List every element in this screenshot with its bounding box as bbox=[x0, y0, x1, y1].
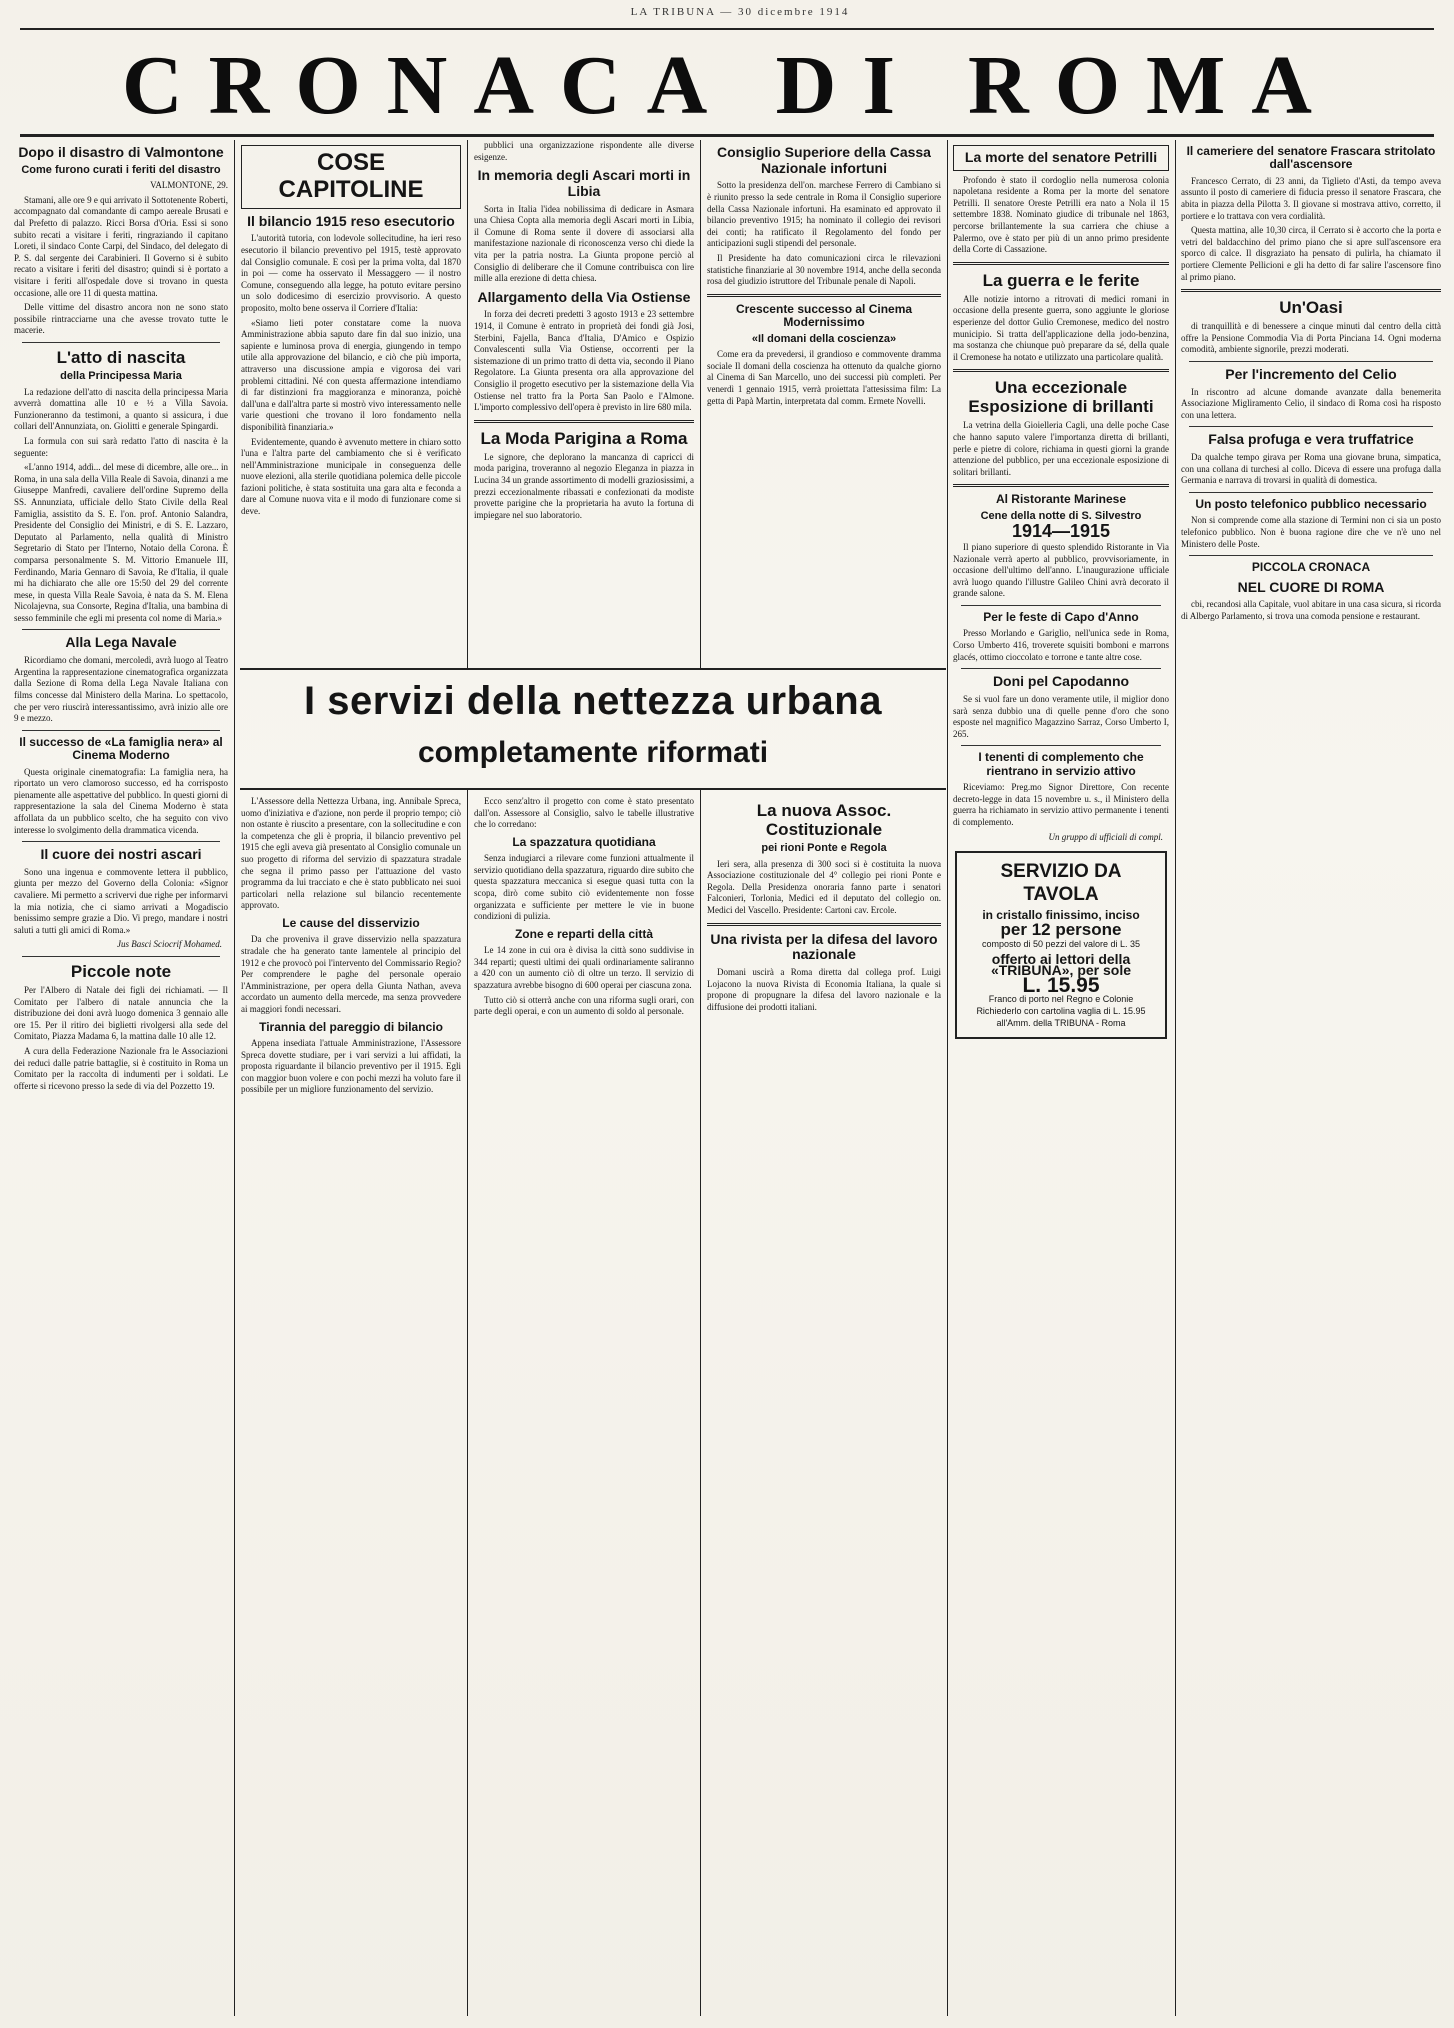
headline-morte-petrilli: La morte del senatore Petrilli bbox=[953, 145, 1169, 171]
wide-article-col-b bbox=[474, 796, 694, 2016]
banner-rule-top bbox=[240, 668, 946, 670]
ad-line: per 12 persone bbox=[1000, 920, 1122, 940]
article-paragraph: Le 14 zone in cui ora è divisa la città sono suddivise in 344 reparti; questi ultimi dei quali ordinariamente saliranno a 420 con un aumento ciò di oltre un terzo. Il servizio di spazzatura avrebbe bisogno di 600 operai per ciascuna zona. bbox=[474, 945, 694, 990]
ad-line: offerto ai lettori della «TRIBUNA», per sole bbox=[990, 950, 1132, 979]
separator bbox=[707, 923, 941, 926]
headline-falsa-profuga: Falsa profuga e vera truffatrice bbox=[1208, 431, 1414, 448]
article-paragraph: Se si vuol fare un dono veramente utile, il miglior dono sarà senza dubbio una di quelle penne d'oro che sono esposte nel magnifico Magazzino Sarraz, Corso Umberto I, 265. bbox=[953, 693, 1169, 739]
dateline: VALMONTONE, 29. bbox=[150, 180, 228, 191]
ad-line: Richiederlo con cartolina vaglia di L. 15.95 all'Amm. della TRIBUNA - Roma bbox=[976, 1005, 1146, 1028]
article-paragraph: Il Presidente ha dato comunicazioni circa le rilevazioni statistiche finanziarie al 30 novembre 1914, anche della seconda rosa del giudizio istruttore del Tribunale penale di Napoli. bbox=[707, 252, 941, 287]
article-paragraph: Presso Morlando e Gariglio, nell'unica sede in Roma, Corso Umberto 416, troverete squisiti bomboni e marrons glacés, ottimo cioccolato e torrone e tante altre cose. bbox=[953, 628, 1169, 662]
article-paragraph: La redazione dell'atto di nascita della principessa Maria avverrà domattina alle 10 e ½ a Villa Savoia. Funzioneranno da testimoni, a quanto si assicura, i due collari dell'Annunziata, on. Giolitti e generale Spingardi. bbox=[14, 386, 228, 432]
headline-oasi: Un'Oasi bbox=[1279, 298, 1343, 318]
column-rule-3 bbox=[700, 140, 701, 668]
article-paragraph: Delle vittime del disastro ancora non ne sono stato possibile rintracciarne una che avesse trovato tutte le macerie. bbox=[14, 302, 228, 336]
article-paragraph: Domani uscirà a Roma diretta dal collega prof. Luigi Lojacono la nuova Rivista di Economia Italiana, la quale si propone di propugnare la difesa del lavoro nazionale e la diffusione dei prodotti italiani. bbox=[707, 966, 941, 1012]
article-paragraph: Questa mattina, alle 10,30 circa, il Cerrato si è accorto che la porta e vetri del baldacchino del primo piano che si apre sull'ascensore era sporco di calce. Il disgraziato ha pensato di pulirla, ha chiamato il portiere Clemente Pellicioni e gli ha detto di far salire l'ascensore fino al primo piano. bbox=[1181, 225, 1441, 282]
separator bbox=[22, 956, 220, 957]
top-rule bbox=[20, 28, 1434, 30]
column-rule-4 bbox=[947, 140, 948, 2016]
article-paragraph: «L'anno 1914, addì... del mese di dicembre, alle ore... in Roma, in una sala della Villa Reale di Savoia, dinanzi a me Giuseppe Manfredi, cavaliere dell'ordine Supremo della SS. Annunziata, ufficiale dello Stato Civile della Real Famiglia, assistito da S. E. l'on. prof. Antonio Salandra, Presidente del Consiglio dei Ministri, e di S. E. Lazzaro, Deputato al Parlamento, nella qualità di Ministro Segretario di Stato per l'Interno, Notaio della Corona. È comparsa personalmente S. M. Vittorio Emanuele III, Ferdinando, Maria Gennaro di Savoia, Re d'Italia, il quale mi ha dichiarato che alle ore 15:50 del 29 del corrente mese, in questa Villa Reale Savoia, è nata da S. M. Elena Nicolajevna, sua Consorte, Regina d'Italia, una bambina di sesso femminile che egli mi presenta col nome di Maria.» bbox=[14, 462, 228, 623]
column-6 bbox=[1181, 140, 1441, 2016]
main-headline-banner bbox=[240, 672, 946, 790]
article-paragraph: Sorta in Italia l'idea nobilissima di dedicare in Asmara una Chiesa Copta alla memoria degli Ascari morti in Libia, il Comune di Roma sente il dovere di associarsi alla manifestazione nazionale di riconoscenza verso chi diede la vita per la patria nostra. La Giunta propone perciò al Consiglio di deliberare che il Comune contribuisca con lire mille alla erezione di detta chiesa. bbox=[474, 203, 694, 284]
headline-piccole-note: Piccole note bbox=[70, 961, 172, 981]
headline-posto-telefonico: Un posto telefonico pubblico necessario bbox=[1195, 496, 1427, 511]
column-rule-wide bbox=[467, 790, 468, 2016]
article-paragraph: Profondo è stato il cordoglio nella numerosa colonia napoletana residente a Roma per la morte del senatore Petrilli. Il senatore Oreste Petrilli era nato a Nola il 15 settembre 1838. Nominato giudice di tribunale nel 1863, percorse brillantemente la sua carriera che chiuse a Palermo, ove è stato per più di un anno primo presidente della Corte di Cassazione. bbox=[953, 174, 1169, 255]
article-paragraph: Francesco Cerrato, di 23 anni, da Tiglieto d'Asti, da tempo aveva assunto il posto di cameriere di fiducia presso il senatore Frascara, che abita in piazza della Pilotta 3. Il giovane si mostrava attivo, corretto, il portiere e lo trattava con vera cordialità. bbox=[1181, 175, 1441, 221]
article-paragraph: pubblici una organizzazione rispondente alle diverse esigenze. bbox=[474, 140, 694, 162]
separator bbox=[22, 841, 220, 842]
column-rule-wide-2 bbox=[700, 790, 701, 2016]
article-paragraph: Riceviamo: Preg.mo Signor Direttore, Con recente decreto-legge in data 15 novembre u. s., il Ministero della guerra ha richiamato in servizio attivo permanente i tenenti di complemento. bbox=[953, 782, 1169, 827]
article-paragraph: Non si comprende come alla stazione di Termini non ci sia un posto telefonico pubblico. Non è buona ragione dire che ve n'è uno nel Ministero delle Poste. bbox=[1181, 515, 1441, 549]
headline-zone-reparti: Zone e reparti della città bbox=[514, 926, 654, 941]
wide-article-col-a bbox=[241, 796, 461, 2016]
headline-famiglia-nera: Il successo de «La famiglia nera» al Cinema Moderno bbox=[19, 734, 223, 763]
separator bbox=[474, 420, 694, 423]
separator bbox=[953, 484, 1169, 487]
headline-atto-nascita: L'atto di nascita bbox=[56, 347, 186, 367]
running-head: LA TRIBUNA — 30 dicembre 1914 bbox=[630, 6, 850, 18]
separator bbox=[22, 730, 220, 731]
column-4-top bbox=[707, 140, 941, 666]
article-paragraph: cbi, recandosi alla Capitale, vuol abitare in una casa sicura, si ricorda di Albergo Parlamento, si trova una comoda pensione e restaurant. bbox=[1181, 599, 1441, 621]
article-paragraph: Da che proveniva il grave disservizio nella spazzatura stradale che ha generato tante lamentele al principio del 1912 e che provocò poi l'intervento del Commissario Regio? Per comprendere le paghe del personale operaio l'Amministrazione, per opera della Giunta Nathan, aveva accordato un aumento della mercede, ma senza provvedere ai maggiori fondi necessari. bbox=[241, 934, 461, 1014]
article-paragraph: di tranquillità e di benessere a cinque minuti dal centro della città offre la Pensione Commodia Via di Porta Pinciana 14. Ogni moderna comodità, ambiente signorile, prezzi moderati. bbox=[1181, 321, 1441, 355]
article-paragraph: Appena insediata l'attuale Amministrazione, l'Assessore Spreca dovette studiare, per i vari servizi a lui affidati, la proposta riguardante il bilancio preventivo per il 1915. Egli con maggior buon volere e con pochi mezzi ha voluto fare il possibile per un migliore funzionamento del servizio. bbox=[241, 1037, 461, 1095]
signature: Un gruppo di ufficiali di compl. bbox=[1048, 831, 1163, 842]
separator bbox=[953, 262, 1169, 265]
headline-consiglio-superiore: Consiglio Superiore della Cassa Nazionale infortuni bbox=[717, 144, 931, 176]
ad-line: Franco di porto nel Regno e Colonie bbox=[988, 994, 1134, 1005]
article-paragraph: In forza dei decreti predetti 3 agosto 1913 e 23 settembre 1914, il Comune è entrato in proprietà dei fondi già Josi, Sterbini, Fajella, Banca d'Italia, D'Amico e Ospizio Convalescenti sulla Via Ostiense, occorrenti per la sistemazione di un primo tratto di detta via, secondo il Piano Regolatore. La Giunta presenta ora alla approvazione del Consiglio il progetto esecutivo per la sistemazione della Via Ostiense nel tratto fra la Porta San Paolo e l'Almone. L'importo complessivo dell'opera è previsto in lire 680 mila. bbox=[474, 309, 694, 413]
main-headline: I servizi della nettezza urbana bbox=[304, 679, 882, 723]
separator bbox=[1181, 289, 1441, 292]
headline-doni-capodanno: Doni pel Capodanno bbox=[992, 673, 1130, 690]
article-paragraph: Come era da prevedersi, il grandioso e commovente dramma sociale Il domani della coscienza ha ottenuto da qualche giorno al Cinema di San Marcello, uno dei successi più completi. Per venerdì 1 gennaio 1915, verrà proiettata l'attesissima film: La getta di Papà Martin, interpretata dal comm. Ermete Novelli. bbox=[707, 349, 941, 406]
article-paragraph: L'Assessore della Nettezza Urbana, ing. Annibale Spreca, uomo d'iniziativa e d'azione, non perde il proprio tempo; ciò non ostante è riuscito a presentare, con la sollecitudine e con la competenza che gli è propria, il bilancio preventivo pel 1915 che egli aveva già presentato al Consiglio comunale un suo progetto di riforma del servizio di spazzatura stradale che segna il primo passo per l'attuazione del vasto programma da lui tracciato e che è stato pubblicato nei suoi particolari nella relazione sul bilancio recentemente approvato. bbox=[241, 796, 461, 911]
headline-cuore-roma: NEL CUORE DI ROMA bbox=[1237, 578, 1385, 595]
main-subheadline: completamente riformati bbox=[417, 736, 769, 769]
article-paragraph: Ricordiamo che domani, mercoledì, avrà luogo al Teatro Argentina la rappresentazione cinematografica organizzata dalla Sezione di Roma della Lega Navale Italiana con films concesse dal Ministero della Marina. Lo spettacolo, che per vero riuscirà interessantissimo, avrà inizio alle ore 9 e mezzo. bbox=[14, 655, 228, 724]
subhead-ponte-regola: pei rioni Ponte e Regola bbox=[761, 842, 887, 855]
column-1 bbox=[14, 140, 228, 2016]
headline-ristorante-marinese: Al Ristorante Marinese bbox=[995, 492, 1127, 507]
column-rule-5 bbox=[1175, 140, 1176, 2016]
article-paragraph: Alle notizie intorno a ritrovati di medici romani in occasione della presente guerra, sono aggiunte le gloriose esperienze del dottor Gulio Cremonese, medico del nostro municipio. Si tratta dell'applicazione della jodo-benzina, ma sostanza che chiunque può preparare da sé, della quale il Cremonese ha notato e utilizzato una particolare qualità. bbox=[953, 293, 1169, 362]
headline-ascari: Il cuore dei nostri ascari bbox=[40, 846, 202, 863]
headline-lega-navale: Alla Lega Navale bbox=[65, 634, 177, 651]
separator bbox=[707, 294, 941, 297]
headline-guerra-ferite: La guerra e le ferite bbox=[982, 270, 1140, 290]
headline-ascari-libia: In memoria degli Ascari morti in Libia bbox=[477, 167, 691, 199]
article-paragraph: A cura della Federazione Nazionale fra le Associazioni dei reduci dalle patrie battaglie, si è costituito in Roma un Comitato per la raccolta di indumenti per i soldati. Le offerte si ricevono presso la sede di via del Pozzetto 19. bbox=[14, 1045, 228, 1091]
separator bbox=[1189, 492, 1433, 493]
article-paragraph: La formula con sui sarà redatto l'atto di nascita è la seguente: bbox=[14, 435, 228, 458]
article-paragraph: Sono una ingenua e commovente lettera il pubblico, giunta per mezzo del Governo della Colonia: «Signor cavaliere. Mi permetto a scrivervi due righe per informarvi la mia notizia, che ci siamo arrivati a Mogadiscio benissimo sempre grazie a Dio. Vi prego, mandare i nostri saluti a tutti gli amici di Roma.» bbox=[14, 866, 228, 935]
headline-assoc-costituzionale: La nuova Assoc. Costituzionale bbox=[756, 801, 892, 840]
column-rule-2 bbox=[467, 140, 468, 668]
article-paragraph: Ecco senz'altro il progetto con come è stato presentato dall'on. Assessore al Consiglio, salvo le tabelle illustrative che lo corredano: bbox=[474, 796, 694, 830]
column-5 bbox=[953, 140, 1169, 2016]
article-paragraph: Da qualche tempo girava per Roma una giovane bruna, simpatica, con una collana di turchesi al collo. Diceva di essere una profuga dalla Germania e narrava di trovarsi in qualità di domestica. bbox=[1181, 452, 1441, 486]
column-4-bottom bbox=[707, 796, 941, 2016]
ad-price: L. 15.95 bbox=[1022, 973, 1100, 997]
headline-capo-anno: Per le feste di Capo d'Anno bbox=[983, 610, 1139, 625]
article-paragraph: Tutto ciò si otterrà anche con una riforma sugli orari, con parte degli operai, e con un aumento di soldo al personale. bbox=[474, 994, 694, 1017]
headline-esposizione-brillanti: Una eccezionale Esposizione di brillanti bbox=[968, 378, 1154, 417]
separator bbox=[961, 745, 1161, 746]
subhead-domani-coscienza: «Il domani della coscienza» bbox=[751, 332, 897, 345]
headline-tenenti-complemento: I tenenti di complemento che rientrano in servizio attivo bbox=[978, 750, 1144, 778]
separator bbox=[1189, 426, 1433, 427]
column-3 bbox=[474, 140, 694, 666]
headline-spazzatura: La spazzatura quotidiana bbox=[512, 834, 656, 849]
headline-celio: Per l'incremento del Celio bbox=[1225, 366, 1397, 383]
article-paragraph: Sotto la presidenza dell'on. marchese Ferrero di Cambiano si è riunito presso la sede centrale in Roma il Consiglio superiore della Cassa Nazionale infortuni. Ha esaminato ed approvato il bilancio preventivo 1915; ha nominato il collegio dei revisori dei conti; ha ratificato il Regolamento del fondo per anticipazioni sugli stipendi del personale. bbox=[707, 180, 941, 249]
article-paragraph: La vetrina della Gioielleria Cagli, una delle poche Case che hanno saputo valere l'importanza diretta di brillanti, perle e pietre di colore, richiama in questi giorni la grande attenzione del pubblico, per una eccezionale esposizione di solitari brillanti. bbox=[953, 420, 1169, 477]
headline-moda-parigina: La Moda Parigina a Roma bbox=[480, 428, 688, 448]
subhead-principessa: della Principessa Maria bbox=[60, 370, 182, 383]
headline-cinema-modernissimo: Crescente successo al Cinema Modernissimo bbox=[735, 301, 913, 330]
year-range: 1914—1915 bbox=[1011, 521, 1111, 542]
headline-cause-disservizio: Le cause del disservizio bbox=[282, 915, 420, 930]
article-paragraph: Questa originale cinematografia: La famiglia nera, ha riportato un vero clamoroso successo, ed ha corrisposto pienamente alle aspettative del pubblico. In questi giorni di rappresentazione la sala del Cinema Moderno è stata affollata da un pubblico scelto, che ha seguito con vivo interesse lo svolgimento della drammatica vicenda. bbox=[14, 766, 228, 835]
article-paragraph: Ieri sera, alla presenza di 300 soci si è costituita la nuova Associazione costituzionale del 4° collegio pei rioni Ponte e Regola. Della Presidenza onoraria fanno parte i senatori Falconieri, Torlonia, Medici ed il deputato del collegio on. Medici del Vascello. Presidente: Cartoni cav. Ercole. bbox=[707, 858, 941, 916]
ad-line: composto di 50 pezzi del valore di L. 35 bbox=[981, 938, 1141, 949]
headline-cose-capitoline: COSE CAPITOLINE bbox=[241, 145, 461, 209]
separator bbox=[1189, 555, 1433, 556]
masthead-rule bbox=[20, 134, 1434, 137]
article-paragraph: L'autorità tutoria, con lodevole sollecitudine, ha ieri reso esecutorio il bilancio preventivo pel 1915, testè approvato dal Consiglio comunale. E così per la prima volta, dal 1870 in poi — come ha osservato il Messaggero — il nostro Comune, conseguendo alla legge, ha potuto evitare persino un solo dodicesimo di esercizio provvisorio. A questo proposito, molto bene osserva il Corriere d'Italia: bbox=[241, 233, 461, 313]
article-paragraph: Evidentemente, quando è avvenuto mettere in chiaro sotto l'una e l'altra parte del cambiamento che si è verificato nell'Amministrazione municipale in conseguenza delle nuove elezioni, alla sterile quotidiana polemica delle piccole fazioni politiche, è stata sostituita una gara alta e feconda a dare al Comune nuova vita e il modo di funzionare come si deve. bbox=[241, 436, 461, 517]
column-2 bbox=[241, 140, 461, 666]
separator bbox=[961, 605, 1161, 606]
separator bbox=[22, 629, 220, 630]
headline-bilancio: Il bilancio 1915 reso esecutorio bbox=[247, 212, 455, 229]
article-paragraph: Senza indugiarci a rilevare come funzioni attualmente il servizio quotidiano della spazzatura, riguardo dire subito che questa spazzatura meccanica si esegue quasi tutta con la scopa, dirò come subito ciò evidentemente non fosse organizzata e sufficiente per mettere le vie in buone condizioni di pulizia. bbox=[474, 853, 694, 922]
headline-valmontone: Dopo il disastro di Valmontone bbox=[18, 144, 224, 160]
headline-piccola-cronaca: PICCOLA CRONACA bbox=[1251, 560, 1371, 575]
subhead-valmontone: Come furono curati i feriti del disastro bbox=[21, 163, 221, 176]
headline-cameriere-frascara: Il cameriere del senatore Frascara stritolato dall'ascensore bbox=[1186, 144, 1436, 172]
headline-via-ostiense: Allargamento della Via Ostiense bbox=[477, 288, 691, 305]
headline-tirannia: Tirannia del pareggio di bilancio bbox=[259, 1019, 443, 1034]
headline-rivista: Una rivista per la difesa del lavoro nazionale bbox=[710, 930, 938, 963]
ad-line: in cristallo finissimo, inciso bbox=[982, 907, 1140, 922]
ad-title: SERVIZIO DA TAVOLA bbox=[1000, 861, 1122, 905]
masthead: CRONACA DI ROMA bbox=[122, 39, 1338, 132]
article-paragraph: In riscontro ad alcune domande avanzate dalla benemerita Associazione Migliramento Celio, il sindaco di Roma così ha risposto con una lettera. bbox=[1181, 386, 1441, 420]
subhead-san-silvestro: Cene della notte di S. Silvestro bbox=[980, 509, 1142, 522]
separator bbox=[22, 342, 220, 343]
article-paragraph: Stamani, alle ore 9 e qui arrivato il Sottotenente Roberti, accompagnato dal comandante di campo aereale Brusati e dal Prefetto di palazzo. Ricci Borsa d'Oria. Essi si sono subito recati a visitare i feriti, ringraziando il capitano Loreti, il sindaco Conte Carpi, del Sindaco, del delegato di P. S. dal sergente dei Carabinieri. Il Governo si è subito recato a visitare i feriti del disastro; quindi si è portato a visitare i feriti all'ospedale dove si trovano in questa occasione, alle ore 11 di questa mattina. bbox=[14, 194, 228, 298]
signature: Jus Basci Sciocrif Mohamed. bbox=[117, 939, 222, 950]
separator bbox=[1189, 361, 1433, 362]
article-paragraph: Per l'Albero di Natale dei figli dei richiamati. — Il Comitato per l'albero di natale annuncia che la distribuzione dei doni avrà luogo domenica 3 gennaio alle ore 15. Per il ritiro dei biglietti rivolgersi alla sede del Comitato, Piazza Madama 6, la mattina dalle 10 alle 12. bbox=[14, 985, 228, 1042]
advertisement-servizio-tavola bbox=[955, 851, 1167, 1039]
separator bbox=[953, 369, 1169, 372]
article-paragraph: Il piano superiore di questo splendido Ristorante in Via Nazionale verrà aperto al pubblico, provvisoriamente, in occasione dell'ultimo dell'anno. L'inaugurazione ufficiale avrà luogo quando l'illustre Galileo Chini avrà decorato il grande salone. bbox=[953, 542, 1169, 599]
separator bbox=[961, 668, 1161, 669]
article-paragraph: «Siamo lieti poter constatare come la nuova Amministrazione abbia saputo dare fin dal suo inizio, una sapiente e luminosa prova di energia, giungendo in tempo utile alla approvazione del bilancio, e ciò che più importa, attraverso una discussione ampia e vigorosa dei vari problemi cittadini. Né con questa affermazione intendiamo di far distinzioni fra maggioranza e minoranza, poichè dall'una e dall'altra parte si mostrò vivo interessamento nelle varie questioni che trovano il loro fondamento nella disponibilità finanziaria.» bbox=[241, 317, 461, 432]
column-rule-1 bbox=[234, 140, 235, 2016]
article-paragraph: Le signore, che deplorano la mancanza di capricci di moda parigina, troveranno al negozio Eleganza in piazza in Lucina 34 un grande assortimento di modelli graziosissimi, a prezzi eccezionalmente ribassati e confezionati da modiste provette parigine che la proprietaria ha avuto la fortuna di impiegare nel suo laboratorio. bbox=[474, 451, 694, 520]
